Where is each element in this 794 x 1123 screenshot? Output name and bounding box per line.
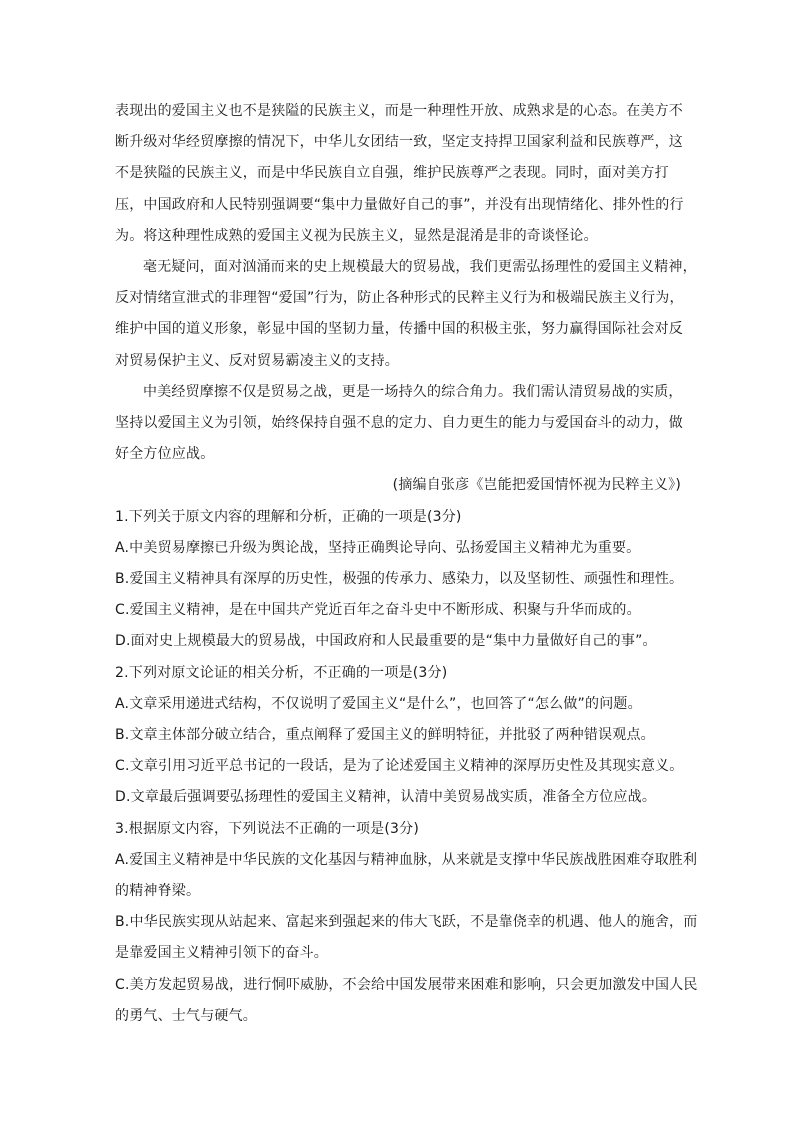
text-line: 表现出的爱国主义也不是狭隘的民族主义，而是一种理性开放、成熟求是的心态。在美方不 (115, 103, 683, 119)
text-line: 毫无疑问，面对汹涌而来的史上规模最大的贸易战，我们更需弘扬理性的爱国主义精神， (143, 259, 697, 276)
text-line: 不是狭隘的民族主义，而是中华民族自立自强，维护民族尊严之表现。同时，面对美方打 (115, 165, 669, 182)
text-line: 为。将这种理性成熟的爱国主义视为民族主义，显然是混淆是非的奇谈怪论。 (115, 227, 598, 244)
question-2-option-d (115, 782, 681, 813)
question-3-option-a (115, 845, 698, 907)
question-2-stem: 2.下列对原文论证的相关分析，不正确的一项是(3分) (115, 664, 448, 681)
passage-paragraph-2 (115, 252, 697, 377)
question-3-option-b (115, 907, 698, 969)
text-line: A.中美贸易摩擦已升级为舆论战，坚持正确舆论导向、弘扬爱国主义精神尤为重要。 (115, 539, 641, 556)
text-line: 的勇气、士气与硬气。 (115, 1007, 257, 1024)
question-1-stem: 1.下列关于原文内容的理解和分析，正确的一项是(3分) (115, 508, 462, 525)
text-line: 中美经贸摩擦不仅是贸易之战，更是一场持久的综合角力。我们需认清贸易战的实质， (143, 383, 683, 400)
text-line: 维护中国的道义形象，彰显中国的坚韧力量，传播中国的积极主张，努力赢得国际社会对反 (115, 321, 683, 338)
text-line: C.美方发起贸易战，进行恫吓威胁，不会给中国发展带来困难和影响，只会更加激发中国人民 (115, 976, 698, 993)
text-line: 对贸易保护主义、反对贸易霸凌主义的支持。 (115, 352, 399, 369)
text-line: A.文章采用递进式结构，不仅说明了爱国主义“是什么”，也回答了“怎么做”的问题。 (115, 695, 642, 712)
text-line: 好全方位应战。 (115, 446, 215, 463)
text-line: C.爱国主义精神，是在中国共产党近百年之奋斗史中不断形成、积聚与升华而成的。 (115, 602, 641, 619)
passage-paragraph-3 (115, 377, 681, 471)
question-2-option-a (115, 689, 681, 720)
text-line: B.文章主体部分破立结合，重点阐释了爱国主义的鲜明特征，并批驳了两种错误观点。 (115, 727, 655, 744)
text-line: D.面对史上规模最大的贸易战，中国政府和人民最重要的是“集中力量做好自己的事”。 (115, 633, 657, 650)
question-1-option-d (115, 626, 681, 657)
text-line: D.文章最后强调要弘扬理性的爱国主义精神，认清中美贸易战实质，准备全方位应战。 (115, 789, 657, 806)
question-1-option-a (115, 533, 681, 564)
source-citation: (摘编自张彦《岂能把爱国情怀视为民粹主义》) (392, 477, 681, 494)
text-line: 断升级对华经贸摩擦的情况下，中华儿女团结一致，坚定支持捍卫国家利益和民族尊严，这 (115, 134, 683, 151)
text-line: 的精神脊梁。 (115, 883, 201, 900)
text-line: A.爱国主义精神是中华民族的文化基因与精神血脉，从来就是支撑中华民族战胜困难夺取胜利 (115, 851, 698, 868)
text-line: 坚持以爱国主义为引领，始终保持自强不息的定力、自力更生的能力与爱国奋斗的动力，做 (115, 415, 683, 432)
question-3-stem: 3.根据原文内容，下列说法不正确的一项是(3分) (115, 820, 419, 837)
text-line: 是靠爱国主义精神引领下的奋斗。 (115, 945, 328, 962)
text-line: B.爱国主义精神具有深厚的历史性，极强的传承力、感染力，以及坚韧性、顽强性和理性。 (115, 571, 684, 588)
text-line: C.文章引用习近平总书记的一段话，是为了论述爱国主义精神的深厚历史性及其现实意义。 (115, 758, 684, 775)
question-1-option-b (115, 564, 684, 595)
question-3-option-c (115, 970, 698, 1032)
text-line: 压，中国政府和人民特别强调要“集中力量做好自己的事”，并没有出现情绪化、排外性的行 (115, 196, 684, 213)
text-line: 反对情绪宣泄式的非理智“爱国”行为，防止各种形式的民粹主义行为和极端民族主义行为， (115, 290, 684, 307)
question-2-option-c (115, 751, 684, 782)
question-1-option-c (115, 595, 681, 626)
text-line: B.中华民族实现从站起来、富起来到强起来的伟大飞跃，不是靠侥幸的机遇、他人的施舍，而 (115, 914, 698, 931)
passage-paragraph-1 (115, 96, 684, 252)
question-2-option-b (115, 720, 681, 751)
document-page (115, 96, 698, 1032)
